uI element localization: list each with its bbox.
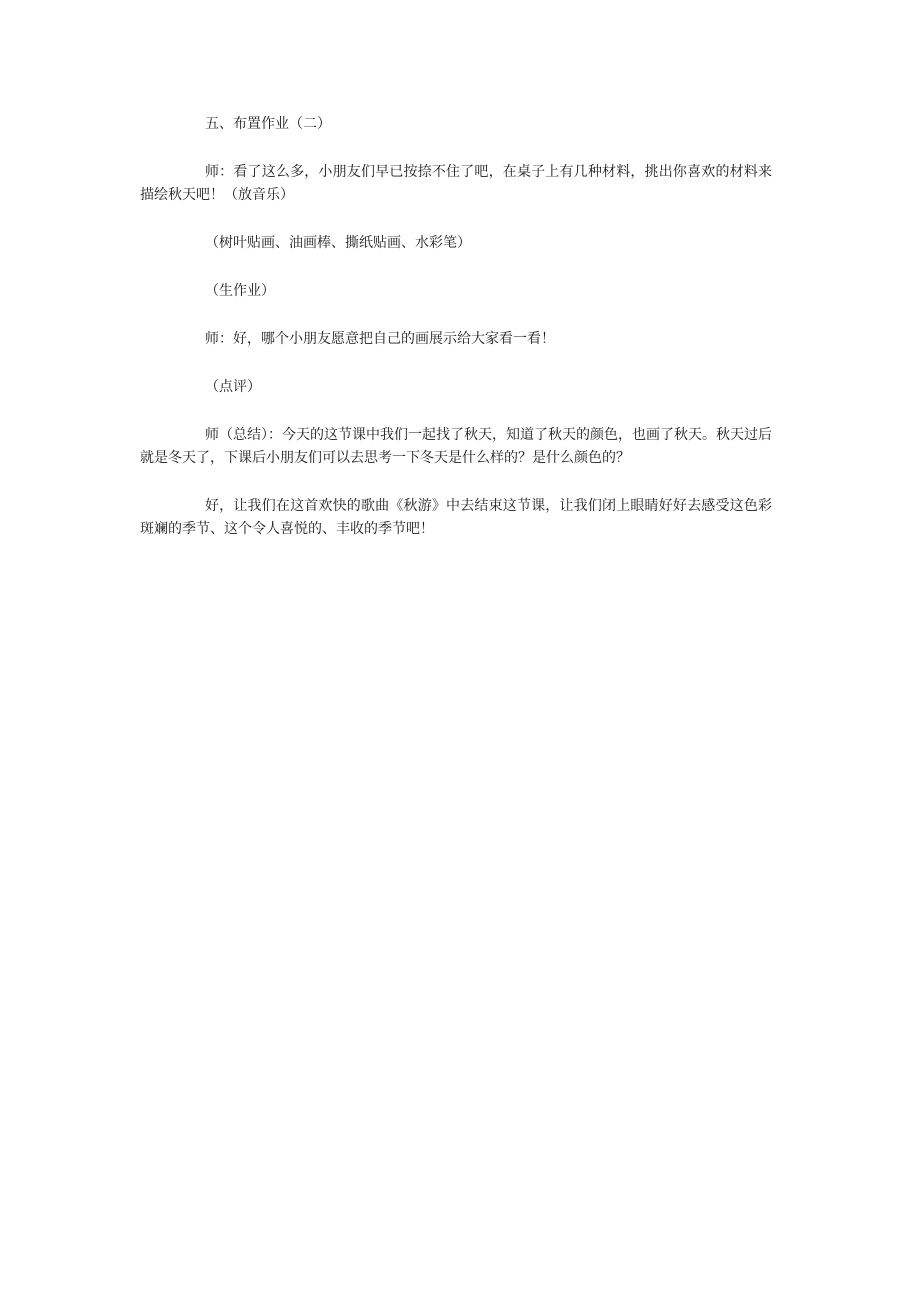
- teacher-summary-paragraph: 师（总结）：今天的这节课中我们一起找了秋天，知道了秋天的颜色，也画了秋天。秋天过后就是冬天了，下课后小朋友们可以去思考一下冬天是什么样的？是什么颜色的？: [140, 427, 772, 466]
- student-work-note: （生作业）: [205, 283, 275, 299]
- document-body: [140, 113, 772, 566]
- closing-paragraph: 好，让我们在这首欢快的歌曲《秋游》中去结束这节课，让我们闭上眼睛好好去感受这色彩斑斓的季节、这个令人喜悦的、丰收的季节吧！: [140, 498, 772, 537]
- review-note: （点评）: [205, 379, 261, 395]
- teacher-instruction-paragraph: 师：看了这么多，小朋友们早已按捺不住了吧，在桌子上有几种材料，挑出你喜欢的材料来描绘秋天吧！（放音乐）: [140, 164, 772, 203]
- materials-list-paragraph: （树叶贴画、油画棒、撕纸贴画、水彩笔）: [205, 235, 471, 251]
- section-heading: 五、布置作业（二）: [205, 116, 331, 132]
- teacher-showcase-paragraph: 师：好，哪个小朋友愿意把自己的画展示给大家看一看！: [205, 331, 555, 347]
